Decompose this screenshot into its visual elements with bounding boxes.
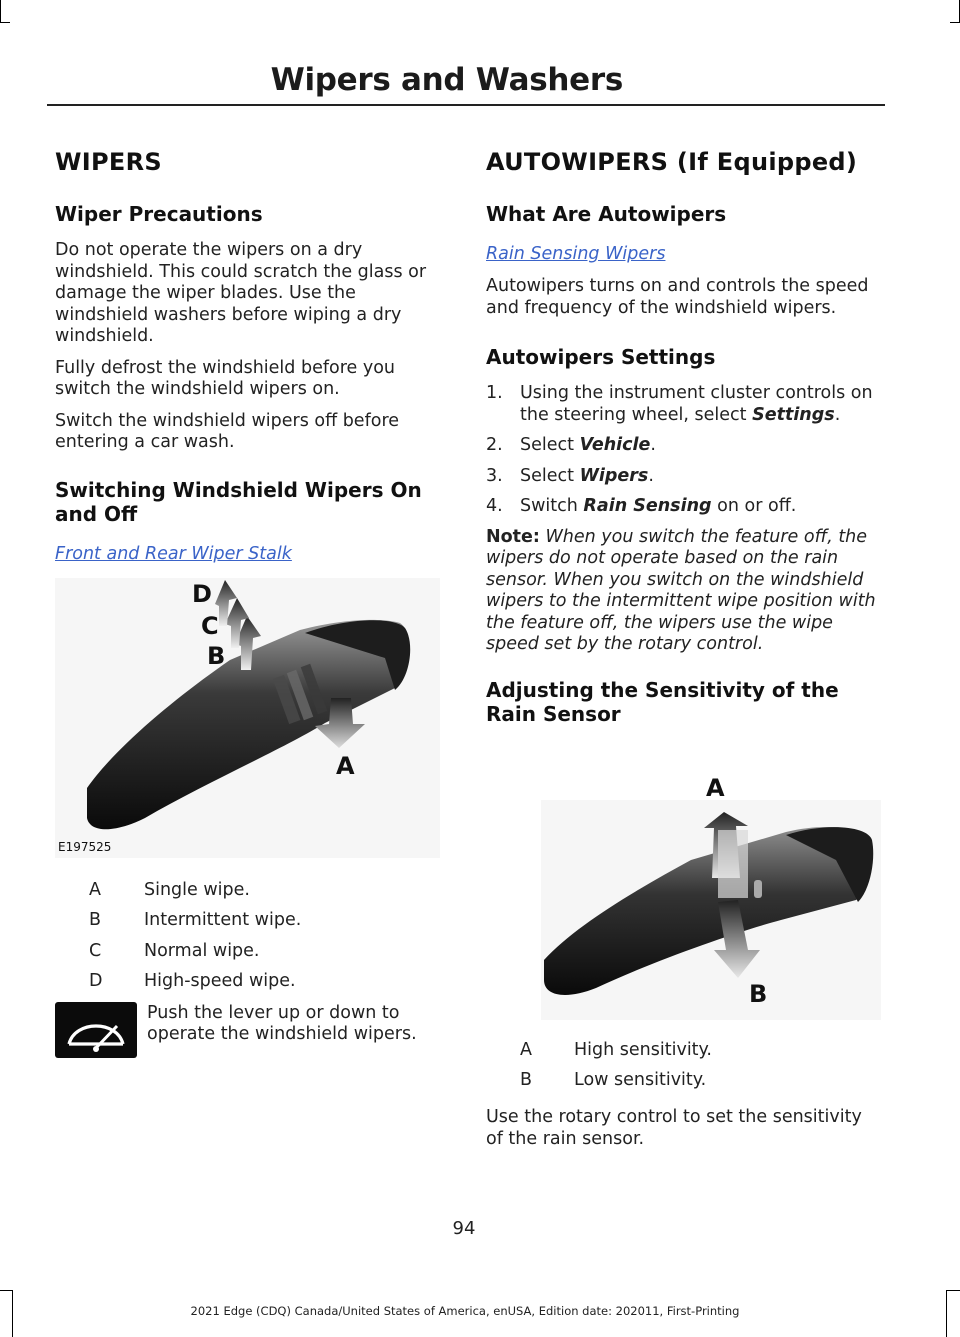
definition-row: [55, 910, 450, 931]
figure-label-d: D: [192, 579, 212, 608]
definition-row: [55, 941, 450, 962]
page-header-title: Wipers and Washers: [270, 62, 623, 98]
wiper-icon-row: [55, 1002, 450, 1058]
left-column: [55, 148, 450, 1058]
paragraph: Switch the windshield wipers off before entering a car wash.: [55, 410, 400, 452]
definition-row: [55, 880, 450, 901]
figure-code: E197525: [58, 839, 112, 854]
paragraph: Autowipers turns on and controls the speed and frequency of the windshield wipers.: [486, 276, 869, 318]
section-title-autowipers: AUTOWIPERS (If Equipped): [486, 148, 858, 176]
wiper-stalk-illustration: [55, 578, 440, 858]
definition-row: [486, 1040, 881, 1061]
definition-value: Normal wipe.: [144, 940, 260, 961]
figure-label-b: B: [749, 979, 768, 1008]
figure-label-a: A: [336, 751, 355, 780]
list-item: 3. Select Wipers.: [486, 465, 654, 486]
link-front-rear-wiper-stalk[interactable]: Front and Rear Wiper Stalk: [55, 543, 292, 564]
section-title-wipers: WIPERS: [55, 148, 162, 176]
settings-steps: [486, 383, 881, 518]
definition-key: C: [89, 940, 102, 961]
figure-label-b: B: [207, 641, 226, 670]
paragraph: Use the rotary control to set the sensitivity of the rain sensor.: [486, 1107, 862, 1149]
note-label: Note:: [486, 526, 540, 547]
right-column: [486, 148, 881, 1160]
figure-label-c: C: [201, 611, 219, 640]
note: [486, 527, 881, 656]
definition-row: [486, 1070, 881, 1091]
figure-wiper-stalk: [55, 578, 440, 858]
figure-rain-sensor: [486, 760, 871, 1020]
definition-key: A: [520, 1039, 532, 1060]
crop-mark: [946, 1290, 947, 1337]
wiper-icon-description: Push the lever up or down to operate the windshield wipers.: [147, 1002, 417, 1045]
link-rain-sensing-wipers[interactable]: Rain Sensing Wipers: [486, 244, 666, 264]
paragraph: Do not operate the wipers on a dry windshield. This could scratch the glass or damage the wiper blades. Use the windshield washers before wiping a dry windshield.: [55, 240, 427, 346]
definition-value: Low sensitivity.: [574, 1070, 707, 1091]
definition-key: B: [89, 910, 102, 931]
heading-wiper-precautions: Wiper Precautions: [55, 202, 263, 226]
note-text: When you switch the feature off, the wipers do not operate based on the rain sensor. When you switch on the windshield wipers to the intermittent wipe position with the feature off, the wipers use the wipe speed set by the rotary control.: [486, 526, 876, 654]
crop-mark: [0, 0, 1, 22]
heading-what-are-autowipers: What Are Autowipers: [486, 202, 727, 226]
definition-value: High sensitivity.: [574, 1039, 712, 1060]
crop-mark: [950, 22, 960, 23]
definition-key: A: [89, 879, 101, 900]
footer-edition-info: 2021 Edge (CDQ) Canada/United States of America, enUSA, Edition date: 202011, First-Printing: [190, 1304, 740, 1318]
list-item: 2. Select Vehicle.: [486, 435, 656, 455]
definition-key: B: [520, 1070, 533, 1091]
definition-value: High-speed wipe.: [144, 971, 296, 992]
list-item: 4. Switch Rain Sensing on or off.: [486, 496, 797, 516]
definition-row: [55, 971, 450, 992]
heading-autowipers-settings: Autowipers Settings: [486, 345, 716, 369]
figure-label-a: A: [706, 773, 725, 802]
crop-mark: [947, 1290, 960, 1291]
crop-mark: [0, 1290, 12, 1291]
windshield-wiper-icon: [55, 1002, 137, 1058]
header-rule: [47, 104, 885, 106]
crop-mark: [0, 22, 10, 23]
definition-value: Single wipe.: [144, 879, 250, 900]
heading-sensitivity: Adjusting the Sensitivity of the Rain Sensor: [486, 677, 839, 726]
list-item: 1. Using the instrument cluster controls on the steering wheel, select Settings.: [486, 383, 873, 425]
definition-value: Intermittent wipe.: [144, 910, 302, 931]
definition-key: D: [89, 971, 103, 992]
heading-switching-wipers: Switching Windshield Wipers On and Off: [55, 477, 422, 526]
page-number: 94: [452, 1218, 476, 1239]
paragraph: Fully defrost the windshield before you switch the windshield wipers on.: [55, 357, 396, 399]
rain-sensor-illustration: [486, 760, 881, 1020]
